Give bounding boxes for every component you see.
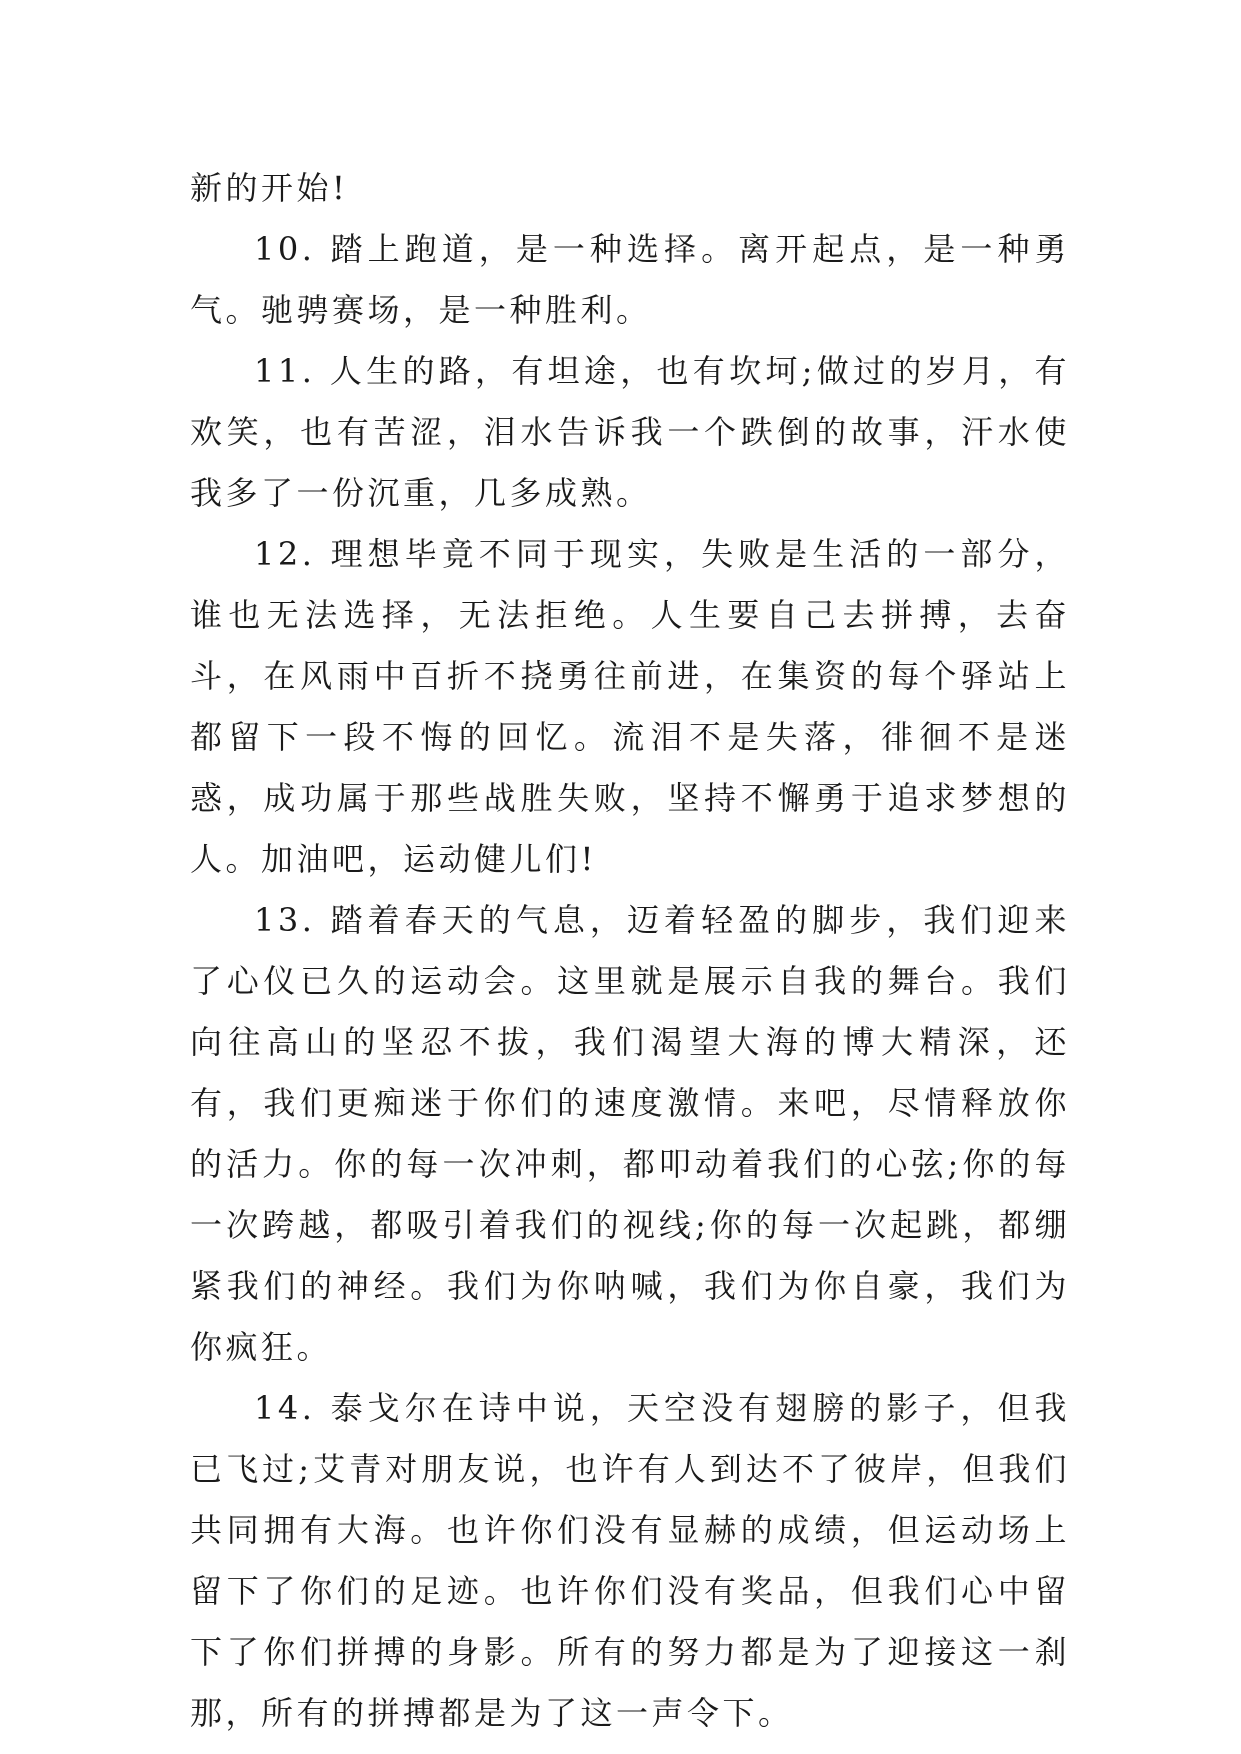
- paragraph-13: 13. 踏着春天的气息，迈着轻盈的脚步，我们迎来了心仪已久的运动会。这里就是展示自我的舞台。我们向往高山的坚忍不拔，我们渴望大海的博大精深，还有，我们更痴迷于你们的速度激情。来吧，尽情释放你的活力。你的每一次冲刺，都叩动着我们的心弦;你的每一次跨越，都吸引着我们的视线;你的每一次起跳，都绷紧我们的神经。我们为你呐喊，我们为你自豪，我们为你疯狂。: [190, 901, 1070, 1366]
- paragraph-12: 12. 理想毕竟不同于现实，失败是生活的一部分，谁也无法选择，无法拒绝。人生要自己去拼搏，去奋斗，在风雨中百折不挠勇往前进，在集资的每个驿站上都留下一段不悔的回忆。流泪不是失落，徘徊不是迷惑，成功属于那些战胜失败，坚持不懈勇于追求梦想的人。加油吧，运动健儿们!: [190, 535, 1070, 878]
- paragraph-continuation: 新的开始!: [190, 169, 349, 207]
- document-body: [190, 158, 1070, 1744]
- paragraph-10: 10. 踏上跑道，是一种选择。离开起点，是一种勇气。驰骋赛场，是一种胜利。: [190, 230, 1070, 329]
- paragraph-11: 11. 人生的路，有坦途，也有坎坷;做过的岁月，有欢笑，也有苦涩，泪水告诉我一个跌倒的故事，汗水使我多了一份沉重，几多成熟。: [190, 352, 1070, 512]
- paragraph-14: 14. 泰戈尔在诗中说，天空没有翅膀的影子，但我已飞过;艾青对朋友说，也许有人到达不了彼岸，但我们共同拥有大海。也许你们没有显赫的成绩，但运动场上留下了你们的足迹。也许你们没有奖品，但我们心中留下了你们拼搏的身影。所有的努力都是为了迎接这一刹那，所有的拼搏都是为了这一声令下。: [190, 1389, 1070, 1732]
